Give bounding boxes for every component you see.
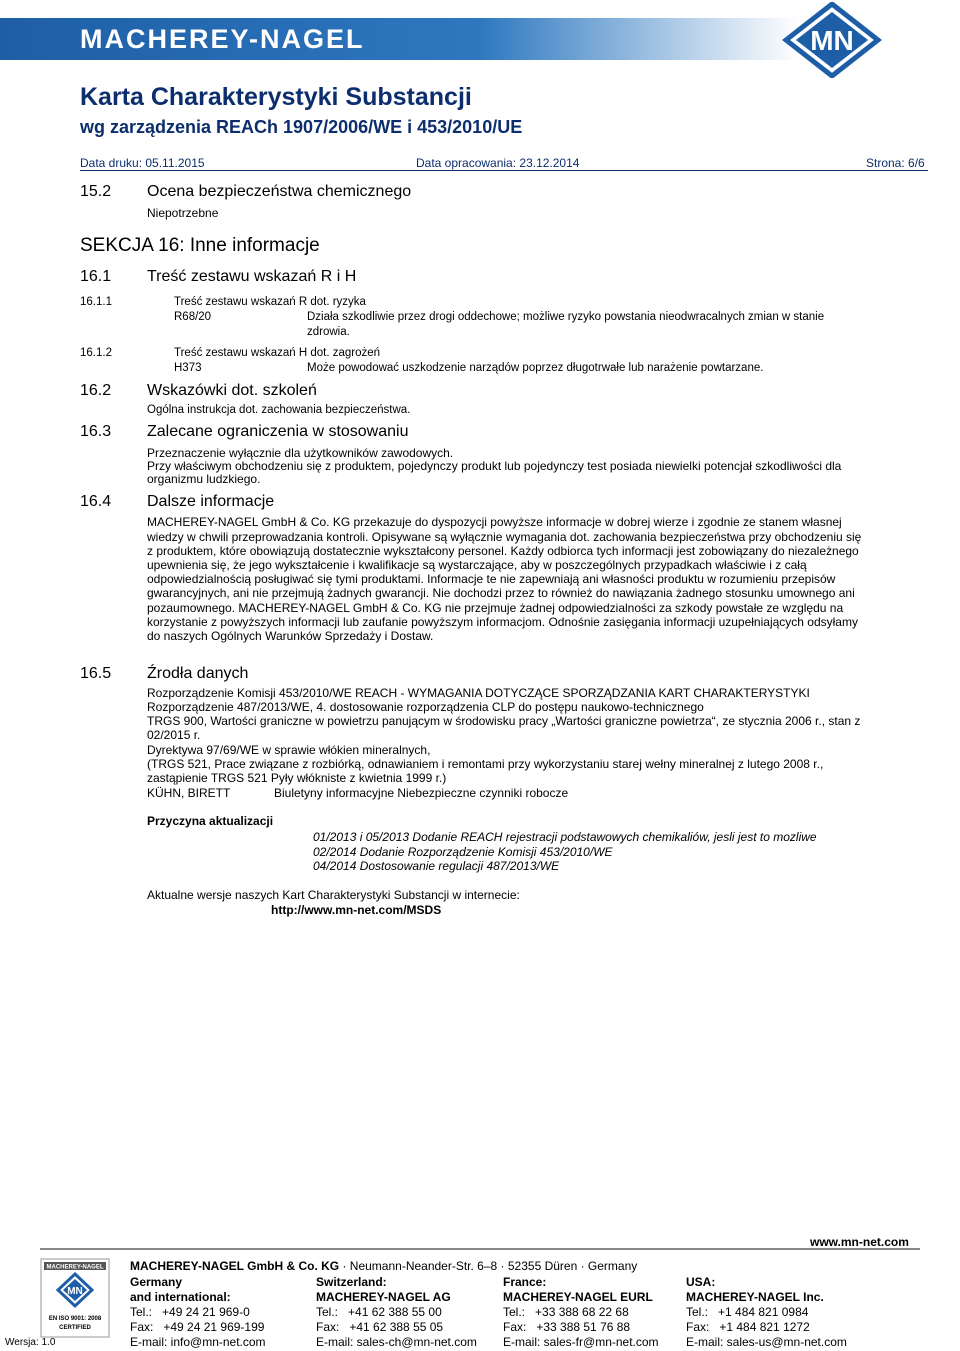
footer-col-usa	[686, 1275, 847, 1350]
source-line-6: (TRGS 521, Prace związane z rozbiórką, odnawianiem i remontami przy wykorzystaniu starej wełny mineralnej z lutego 2008 r.,	[147, 757, 824, 771]
footer-website[interactable]: www.mn-net.com	[810, 1235, 909, 1249]
source-line-2: Rozporządzenie 487/2013/WE, 4. dostosowanie rozporządzenia CLP do postępu naukowo-technicznego	[147, 700, 704, 714]
cert-brand-text: MACHEREY-NAGEL	[46, 1264, 104, 1271]
update-item-2: 02/2014 Dodanie Rozporządzenie Komisji 453/2010/WE	[313, 845, 613, 859]
footer-address: · Neumann-Neander-Str. 6–8 · 52355 Düren · Germany	[339, 1259, 638, 1273]
footer-email[interactable]: E-mail: info@mn-net.com	[130, 1335, 266, 1349]
update-reason-label: Przyczyna aktualizacji	[147, 814, 274, 828]
page-number: Strona: 6/6	[866, 156, 925, 170]
footer-col-heading: Switzerland:	[316, 1275, 387, 1289]
source-kuhn-author: KÜHN, BIRETT	[147, 786, 231, 800]
section-16-2-number: 16.2	[80, 382, 112, 399]
update-item-3: 04/2014 Dostosowanie regulacji 487/2013/WE	[313, 859, 560, 873]
section-16-4-line-4: upewnienia się, że jego wykształcenie i kwalifikacje są wystarczające, aby w poszczególnych przypadkach właściwie i z całą	[147, 558, 807, 572]
cert-logo-text: MN	[67, 1286, 83, 1297]
section-16-heading: SEKCJA 16: Inne informacje	[80, 235, 320, 256]
section-16-4-line-6: gwarancyjnych, ani nie przejmują żadnych gwarancji. Nie dochodzi przez to również do nawiązania żadnego stosunku umownego ani	[147, 586, 855, 600]
footer-col-subheading: MACHEREY-NAGEL EURL	[503, 1290, 653, 1304]
section-16-4-line-3: z produktem, które obowiązują dostatecznie wykształcony personel. Każdy odbiorca tych informacji jest zobowiązany do niezależnego	[147, 544, 859, 558]
footer-col-germany	[130, 1275, 266, 1350]
section-16-1-number: 16.1	[80, 268, 112, 285]
section-16-4-line-5: odpowiedzialnością posługiwać się tymi produktami. Informacje te nie zapewniają ani własności produktu w rozumieniu przepisów	[147, 572, 836, 586]
section-16-4-number: 16.4	[80, 493, 112, 510]
footer-col-heading: France:	[503, 1275, 547, 1289]
cert-line-1: EN ISO 9001: 2008	[48, 1316, 102, 1322]
footer-tel: Tel.: +1 484 821 0984	[686, 1305, 809, 1319]
msds-link[interactable]: http://www.mn-net.com/MSDS	[271, 903, 442, 917]
section-16-1-title: Treść zestawu wskazań R i H	[147, 268, 357, 285]
source-line-1: Rozporządzenie Komisji 453/2010/WE REACH - WYMAGANIA DOTYCZĄCE SPORZĄDZANIA KART CHARAKTERYSTYKI	[147, 686, 810, 700]
section-16-1-1-number: 16.1.1	[80, 296, 112, 308]
header-divider	[80, 170, 928, 171]
header-banner	[0, 0, 960, 80]
section-16-4-line-1: MACHEREY-NAGEL GmbH & Co. KG przekazuje do dyspozycji powyższe informacje w dobrej wierze i zgodnie ze stanem własnej	[147, 515, 842, 529]
section-16-1-2-number: 16.1.2	[80, 347, 112, 359]
update-item-1: 01/2013 i 05/2013 Dodanie REACH rejestracji podstawowych chemikaliów, jesli jest to mozliwe	[313, 830, 817, 844]
document-title: Karta Charakterystyki Substancji	[80, 83, 472, 111]
r-phrase-code: R68/20	[174, 311, 212, 323]
footer-tel: Tel.: +33 388 68 22 68	[503, 1305, 629, 1319]
section-15-2-number: 15.2	[80, 183, 112, 200]
footer-col-heading: Germany	[130, 1275, 183, 1289]
section-16-3-title: Zalecane ograniczenia w stosowaniu	[147, 423, 409, 440]
brand-name: MACHEREY-NAGEL	[80, 24, 365, 54]
section-16-1-1-title: Treść zestawu wskazań R dot. ryzyka	[174, 296, 366, 308]
section-16-3-line-3: organizmu ludzkiego.	[147, 472, 261, 486]
section-16-4-line-9: do naszych Ogólnych Warunków Sprzedaży i Dostaw.	[147, 629, 434, 643]
source-line-5: Dyrektywa 97/69/WE w sprawie włókien mineralnych,	[147, 743, 431, 757]
section-16-3-line-1: Przeznaczenie wyłącznie dla użytkowników zawodowych.	[147, 446, 454, 460]
iso-certified-logo-icon	[40, 1258, 110, 1338]
footer-email[interactable]: E-mail: sales-ch@mn-net.com	[316, 1335, 477, 1349]
footer-col-switzerland	[316, 1275, 477, 1350]
section-16-3-number: 16.3	[80, 423, 112, 440]
source-kuhn-title: Biuletyny informacyjne Niebezpieczne czynniki robocze	[274, 786, 569, 800]
source-line-3: TRGS 900, Wartości graniczne w powietrzu panującym w środowisku pracy „Wartości graniczne powietrza“, ze stycznia 2006 r., stan z	[147, 714, 861, 728]
section-15-2-title: Ocena bezpieczeństwa chemicznego	[147, 183, 412, 200]
footer-fax: Fax: +33 388 51 76 88	[503, 1320, 631, 1334]
footer-tel: Tel.: +49 24 21 969-0	[130, 1305, 250, 1319]
footer-company: MACHEREY-NAGEL GmbH & Co. KG	[130, 1259, 340, 1273]
section-16-1-2-title: Treść zestawu wskazań H dot. zagrożeń	[174, 347, 381, 359]
footer-col-subheading: MACHEREY-NAGEL AG	[316, 1290, 451, 1304]
logo-text: MN	[810, 25, 854, 56]
preparation-date: Data opracowania: 23.12.2014	[416, 156, 580, 170]
section-16-5-title: Źrodła danych	[147, 665, 249, 682]
online-versions-text: Aktualne wersje naszych Kart Charakterystyki Substancji w internecie:	[147, 888, 520, 902]
section-16-4-line-7: pozaumownego. MACHEREY-NAGEL GmbH & Co. KG nie przejmuje żadnej odpowiedzialności za szkody powstałe ze względu na	[147, 601, 844, 615]
section-16-2-text: Ogólna instrukcja dot. zachowania bezpieczeństwa.	[147, 404, 411, 416]
h-phrase-code: H373	[174, 362, 202, 374]
footer-col-subheading: and international:	[130, 1290, 231, 1304]
version-label: Wersja: 1.0	[5, 1337, 56, 1348]
footer-fax: Fax: +49 24 21 969-199	[130, 1320, 265, 1334]
footer-address-line	[130, 1259, 637, 1273]
section-16-2-title: Wskazówki dot. szkoleń	[147, 382, 317, 399]
footer-email[interactable]: E-mail: sales-fr@mn-net.com	[503, 1335, 659, 1349]
section-16-3-line-2: Przy właściwym obchodzeniu się z produktem, pojedynczy produkt lub pojedynczy test posiada niewielki potencjał szkodliwości dla	[147, 459, 842, 473]
r-phrase-text-continued: zdrowia.	[307, 326, 350, 338]
section-15-2-text: Niepotrzebne	[147, 206, 219, 220]
source-line-4: 02/2015 r.	[147, 728, 201, 742]
footer-email[interactable]: E-mail: sales-us@mn-net.com	[686, 1335, 847, 1349]
source-line-7: zastąpienie TRGS 521 Pyły włókniste z kwietnia 1999 r.)	[147, 771, 447, 785]
footer-fax: Fax: +1 484 821 1272	[686, 1320, 810, 1334]
document-subtitle: wg zarządzenia REACh 1907/2006/WE i 453/2010/UE	[80, 117, 523, 137]
cert-line-2: CERTIFIED	[59, 1325, 91, 1331]
h-phrase-text: Może powodować uszkodzenie narządów poprzez długotrwałe lub narażenie powtarzane.	[307, 362, 764, 374]
footer-divider	[40, 1248, 920, 1250]
footer-col-france	[503, 1275, 659, 1350]
r-phrase-text: Działa szkodliwie przez drogi oddechowe; możliwe ryzyko powstania nieodwracalnych zmian w stanie	[307, 311, 825, 323]
footer-fax: Fax: +41 62 388 55 05	[316, 1320, 444, 1334]
mn-logo-icon	[782, 2, 882, 78]
section-16-4-title: Dalsze informacje	[147, 493, 275, 510]
footer-col-subheading: MACHEREY-NAGEL Inc.	[686, 1290, 824, 1304]
section-16-4-line-2: wiedzy w chwili przeprowadzania kontroli. Opisywane są wyłącznie wymagania dot. zachowania bezpieczeństwa przy obchodzeniu się	[147, 530, 862, 544]
print-date: Data druku: 05.11.2015	[80, 156, 205, 170]
section-16-4-line-8: korzystanie z powyższych informacji lub zaufanie powyższym informacjom. Odnośnie zasięgania informacji uzupełniających odsyłamy	[147, 615, 858, 629]
section-16-5-number: 16.5	[80, 665, 112, 682]
footer-col-heading: USA:	[686, 1275, 716, 1289]
footer-tel: Tel.: +41 62 388 55 00	[316, 1305, 442, 1319]
